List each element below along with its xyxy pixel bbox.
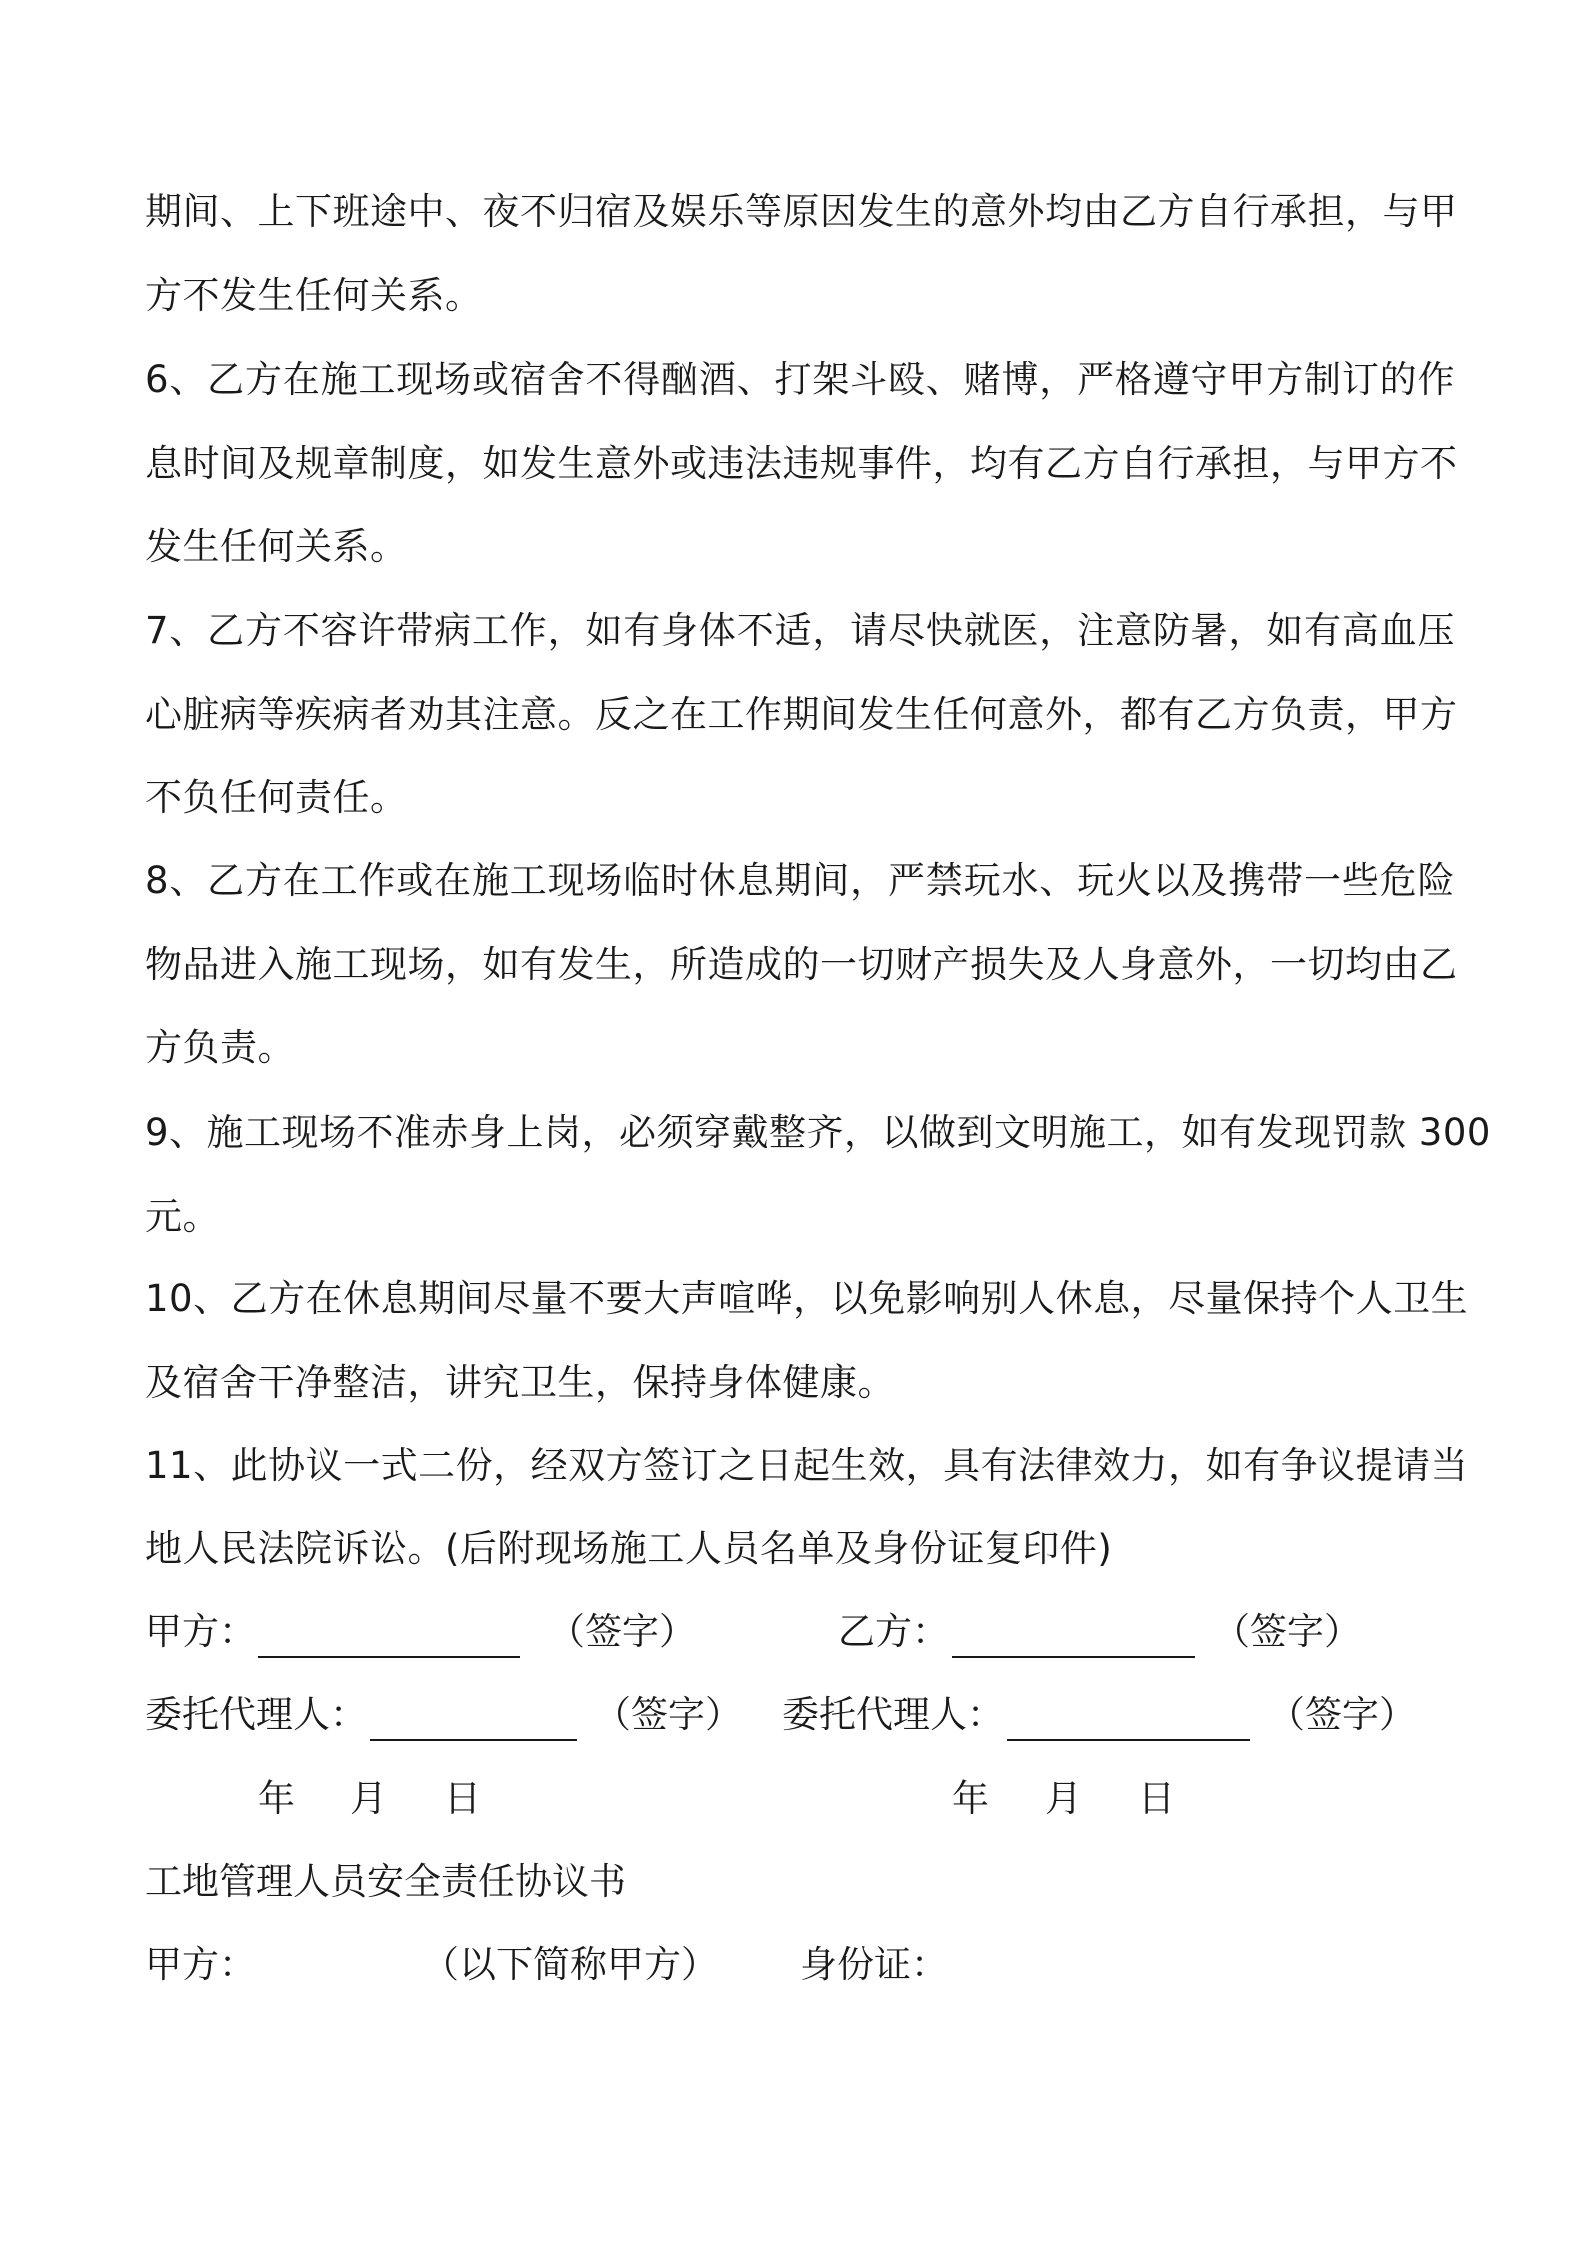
next-doc-title: 工地管理人员安全责任协议书	[145, 1860, 626, 1903]
text-line: 发生任何关系。	[145, 525, 408, 568]
text-line: 6、乙方在施工现场或宿舍不得酗酒、打架斗殴、赌博，严格遵守甲方制订的作	[145, 358, 1455, 401]
party-a-date-year: 年	[258, 1777, 295, 1820]
party-a-agent-label: 委托代理人：	[145, 1693, 367, 1736]
text-line: 元。	[145, 1195, 220, 1238]
party-b-agent-signature-line[interactable]	[1007, 1739, 1250, 1741]
party-b-agent-sign-note: （签字）	[1268, 1693, 1416, 1736]
text-line: 方不发生任何关系。	[145, 274, 483, 317]
text-line: 息时间及规章制度，如发生意外或违法违规事件，均有乙方自行承担，与甲方不	[145, 442, 1458, 485]
text-line: 不负任何责任。	[145, 776, 408, 819]
text-line: 8、乙方在工作或在施工现场临时休息期间，严禁玩水、玩火以及携带一些危险	[145, 859, 1455, 902]
party-b-sign-note: （签字）	[1213, 1610, 1361, 1653]
next-doc-abbr-note: （以下简称甲方）	[422, 1943, 718, 1986]
party-b-agent-label: 委托代理人：	[782, 1693, 1004, 1736]
next-doc-party-a-label: 甲方：	[145, 1943, 256, 1986]
party-b-date-day: 日	[1138, 1777, 1175, 1820]
text-line: 9、施工现场不准赤身上岗，必须穿戴整齐，以做到文明施工，如有发现罚款 300	[145, 1111, 1491, 1154]
party-b-signature-line[interactable]	[952, 1656, 1195, 1658]
text-line: 11、此协议一式二份，经双方签订之日起生效，具有法律效力，如有争议提请当	[145, 1444, 1469, 1487]
text-line: 10、乙方在休息期间尽量不要大声喧哗，以免影响别人休息，尽量保持个人卫生	[145, 1277, 1469, 1320]
party-b-date-year: 年	[952, 1777, 989, 1820]
party-a-date-month: 月	[350, 1777, 387, 1820]
text-line: 物品进入施工现场，如有发生，所造成的一切财产损失及人身意外，一切均由乙	[145, 943, 1458, 986]
party-a-sign-note: （签字）	[548, 1610, 696, 1653]
text-line: 期间、上下班途中、夜不归宿及娱乐等原因发生的意外均由乙方自行承担，与甲	[145, 190, 1458, 233]
text-line: 及宿舍干净整洁，讲究卫生，保持身体健康。	[145, 1361, 895, 1404]
text-line: 方负责。	[145, 1026, 295, 1069]
party-a-date-day: 日	[444, 1777, 481, 1820]
text-line: 地人民法院诉讼。(后附现场施工人员名单及身份证复印件)	[145, 1527, 1113, 1570]
party-b-label: 乙方：	[838, 1610, 949, 1653]
party-a-label: 甲方：	[145, 1610, 256, 1653]
party-b-date-month: 月	[1045, 1777, 1082, 1820]
party-a-signature-line[interactable]	[258, 1656, 520, 1658]
text-line: 心脏病等疾病者劝其注意。反之在工作期间发生任何意外，都有乙方负责，甲方	[145, 693, 1458, 736]
next-doc-id-label: 身份证：	[800, 1943, 948, 1986]
party-a-agent-sign-note: （签字）	[594, 1693, 742, 1736]
party-a-agent-signature-line[interactable]	[370, 1739, 577, 1741]
text-line: 7、乙方不容许带病工作，如有身体不适，请尽快就医，注意防暑，如有高血压	[145, 609, 1455, 652]
